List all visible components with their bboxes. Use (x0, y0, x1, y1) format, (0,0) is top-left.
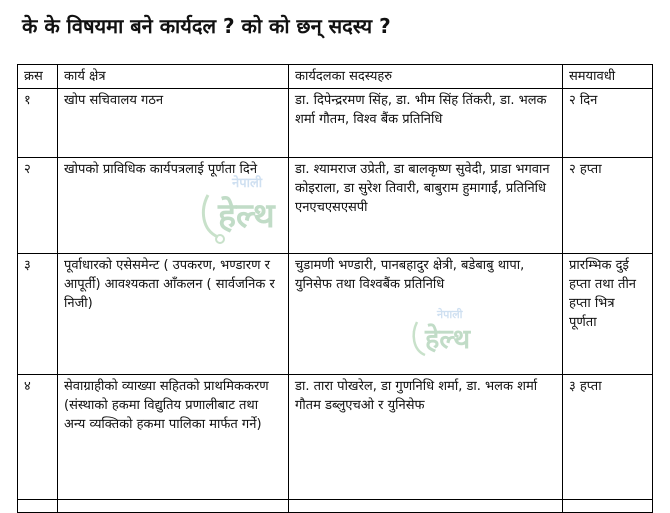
cell-work-area: खोपको प्राविधिक कार्यपत्रलाई पूर्णता दिने (58, 158, 289, 254)
cell-work-area: खोप सचिवालय गठन (58, 89, 289, 158)
cell-duration: २ दिन (563, 89, 653, 158)
cell-duration: प्रारम्भिक दुई हप्ता तथा तीन हप्ता भित्र पूर्णता (563, 254, 653, 375)
svg-text:हेल्थ: हेल्थ (425, 324, 471, 355)
cell-sn: ३ (18, 254, 58, 375)
table-row (18, 375, 653, 500)
header-duration: समयावधी (563, 65, 653, 89)
cell-duration: २ हप्ता (563, 158, 653, 254)
table-row-partial (18, 500, 653, 513)
svg-text:नेपाली: नेपाली (437, 308, 463, 321)
cell-members: चुडामणी भण्डारी, पानबहादुर क्षेत्री, बडेबाबु थापा, युनिसेफ तथा विश्वबैंक प्रतिनिधि (289, 254, 563, 375)
header-members: कार्यदलका सदस्यहरु (289, 65, 563, 89)
table-row (18, 254, 653, 375)
table-header-row (18, 65, 653, 89)
page-title: के के विषयमा बने कार्यदल ? को को छन् सदस्य ? (22, 14, 391, 38)
cell-sn: ४ (18, 375, 58, 500)
table-row (18, 158, 653, 254)
cell-sn: १ (18, 89, 58, 158)
svg-text:हेल्थ: हेल्थ (218, 196, 275, 236)
cell-work-area: पूर्वाधारको एसेसमेन्ट ( उपकरण, भण्डारण र आपूर्ती) आवश्यकता आँकलन ( सार्वजनिक र निजी) (58, 254, 289, 375)
cell-work-area: सेवाग्राहीको व्याख्या सहितको प्राथमिककरण (संस्थाको हकमा विद्युतिय प्रणालीबाट तथा अन्य व्यक्तिको हकमा पालिका मार्फत गर्ने) (58, 375, 289, 500)
cell-members: डा. तारा पोखरेल, डा गुणनिधि शर्मा, डा. भलक शर्मा गौतम डब्लुएचओ र युनिसेफ (289, 375, 563, 500)
header-work-area: कार्य क्षेत्र (58, 65, 289, 89)
header-sn: क्रस (18, 65, 58, 89)
task-force-table (17, 64, 653, 513)
table-row (18, 89, 653, 158)
svg-text:नेपाली: नेपाली (232, 176, 263, 191)
cell-members: डा. श्यामराज उप्रेती, डा बालकृष्ण सुवेदी, प्राडा भगवान कोइराला, डा सुरेश तिवारी, बाबुराम हुमागाईं, प्रतिनिधि एनएचएसएसपी (289, 158, 563, 254)
cell-members: डा. दिपेन्द्ररमण सिंह, डा. भीम सिंह तिंकरी, डा. भलक शर्मा गौतम, विश्व बैंक प्रतिनिधि (289, 89, 563, 158)
cell-sn: २ (18, 158, 58, 254)
cell-duration: ३ हप्ता (563, 375, 653, 500)
